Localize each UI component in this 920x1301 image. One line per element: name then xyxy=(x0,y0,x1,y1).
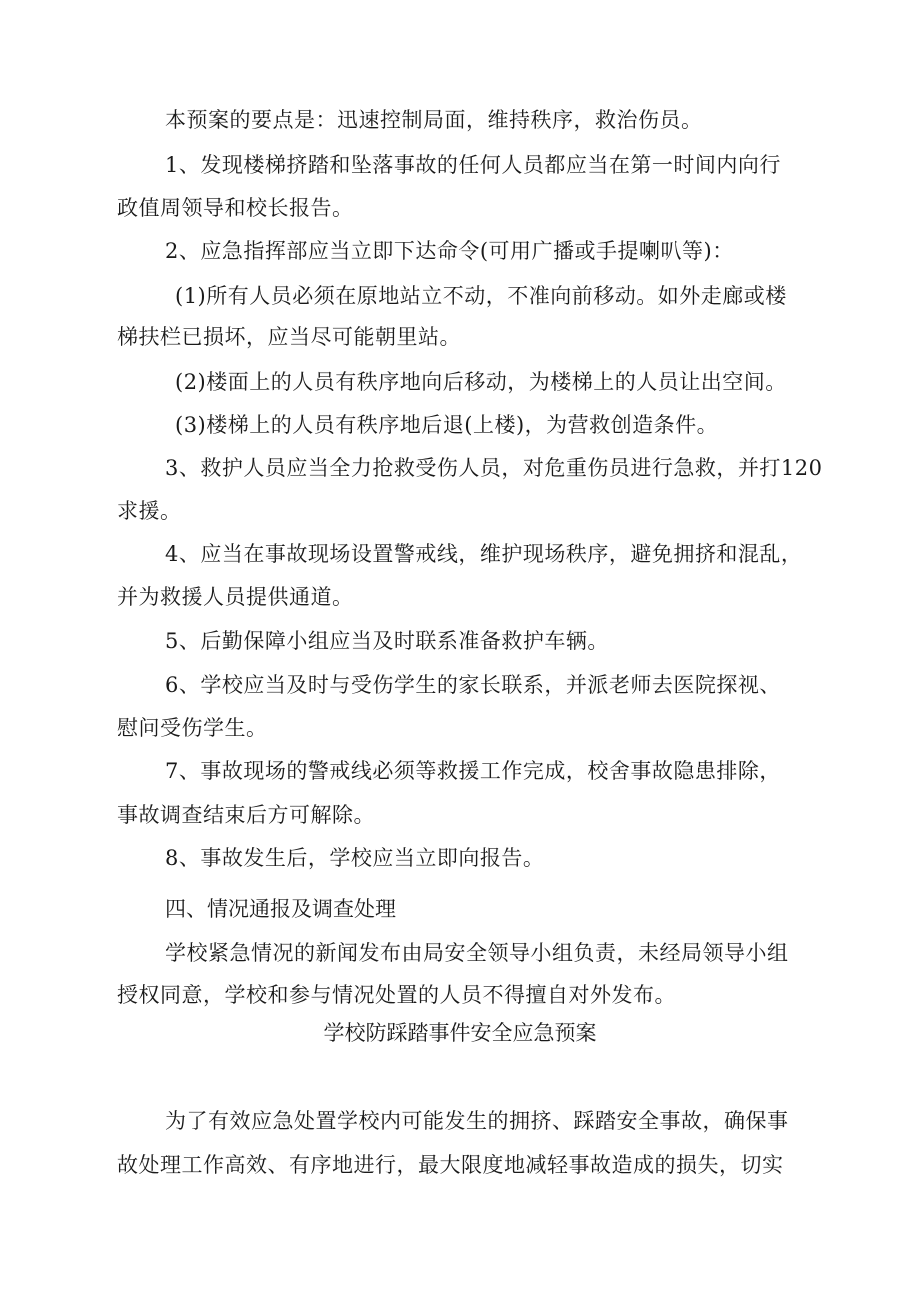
text-line: 慰问受伤学生。 xyxy=(117,716,268,740)
text-line: (2)楼面上的人员有秩序地向后移动，为楼梯上的人员让出空间。 xyxy=(175,370,787,394)
text-line: (3)楼梯上的人员有秩序地后退(上楼)，为营救创造条件。 xyxy=(175,413,719,437)
text-line: 8、事故发生后，学校应当立即向报告。 xyxy=(165,846,545,870)
text-line: 5、后勤保障小组应当及时联系准备救护车辆。 xyxy=(165,629,609,653)
text-line: 梯扶栏已损坏，应当尽可能朝里站。 xyxy=(117,325,461,349)
text-line: 2、应急指挥部应当立即下达命令(可用广播或手提喇叭等)： xyxy=(165,239,734,263)
text-line: 并为救援人员提供通道。 xyxy=(117,585,354,609)
text-line: 3、救护人员应当全力抢救受伤人员，对危重伤员进行急救，并打120 xyxy=(165,456,823,480)
text-line: 故处理工作高效、有序地进行，最大限度地减轻事故造成的损失，切实 xyxy=(117,1153,784,1177)
text-line: 4、应当在事故现场设置警戒线，维护现场秩序，避免拥挤和混乱， xyxy=(165,542,803,566)
text-line: 授权同意，学校和参与情况处置的人员不得擅自对外发布。 xyxy=(117,983,676,1007)
text-line: 1、发现楼梯挤踏和坠落事故的任何人员都应当在第一时间内向行 xyxy=(165,153,781,177)
text-line: (1)所有人员必须在原地站立不动，不准向前移动。如外走廊或楼 xyxy=(175,284,787,308)
text-line: 学校紧急情况的新闻发布由局安全领导小组负责，未经局领导小组 xyxy=(165,941,789,965)
text-line: 本预案的要点是：迅速控制局面，维持秩序，救治伤员。 xyxy=(165,108,703,132)
text-line: 6、学校应当及时与受伤学生的家长联系，并派老师去医院探视、 xyxy=(165,673,781,697)
section-heading: 四、情况通报及调查处理 xyxy=(165,897,396,921)
text-line: 为了有效应急处置学校内可能发生的拥挤、踩踏安全事故，确保事 xyxy=(165,1109,789,1133)
text-line: 求援。 xyxy=(117,499,182,523)
document-title: 学校防踩踏事件安全应急预案 xyxy=(323,1021,597,1045)
text-line: 7、事故现场的警戒线必须等救援工作完成，校舍事故隐患排除， xyxy=(165,759,781,783)
text-line: 事故调查结束后方可解除。 xyxy=(117,803,375,827)
text-line: 政值周领导和校长报告。 xyxy=(117,196,354,220)
